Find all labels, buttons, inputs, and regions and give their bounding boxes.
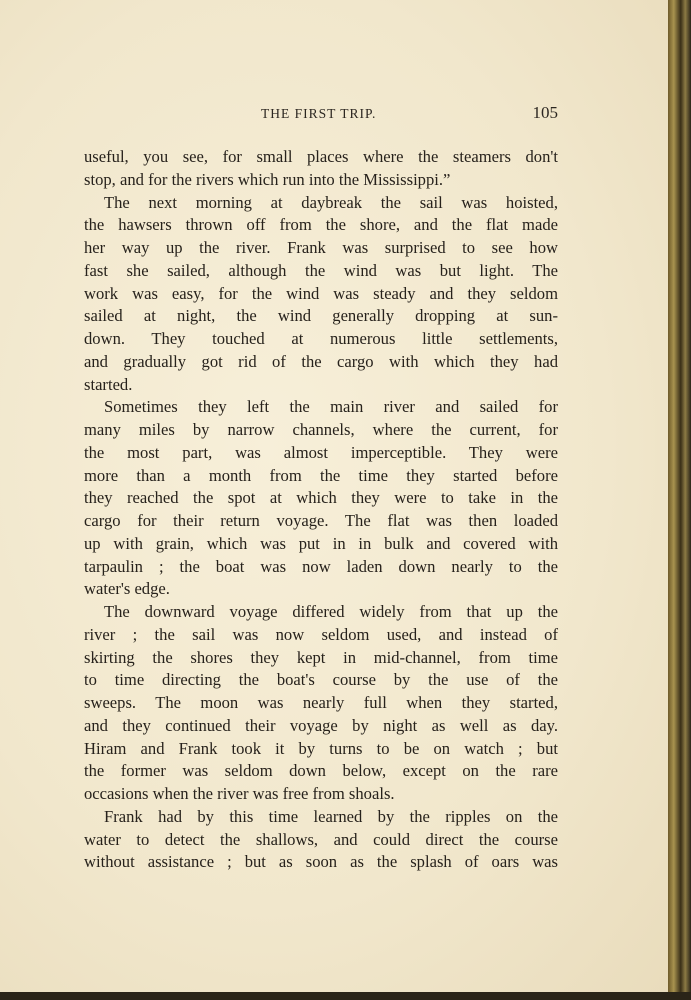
page-number: 105: [532, 103, 558, 122]
text-line: the former was seldom down below, except on the rare: [84, 761, 558, 781]
text-line: useful, you see, for small places where the steamers don't: [84, 147, 558, 166]
text-line: without assistance ; but as soon as the splash of oars was: [84, 852, 558, 872]
text-line: and they continued their voyage by night as well as day.: [84, 715, 558, 735]
page-bottom-shadow: [0, 992, 691, 1000]
text-line: skirting the shores they kept in mid-channel, from time: [84, 647, 558, 667]
text-line: river ; the sail was now seldom used, and instead of: [84, 624, 558, 644]
text-line: they reached the spot at which they were to take in the: [84, 488, 558, 508]
page-header: [84, 104, 558, 128]
body-text: [84, 146, 558, 874]
running-title: THE FIRST TRIP.: [261, 106, 377, 121]
text-line: the most part, was almost imperceptible. They were: [84, 442, 558, 462]
text-line: Frank had by this time learned by the ripples on the: [104, 806, 558, 826]
text-line: Hiram and Frank took it by turns to be on watch ; but: [84, 738, 558, 758]
text-line: cargo for their return voyage. The flat was then loaded: [84, 511, 558, 530]
text-line: The downward voyage differed widely from that up the: [104, 602, 558, 621]
text-line: more than a month from the time they started before: [84, 465, 558, 485]
text-line: work was easy, for the wind was steady and they seldom: [84, 283, 558, 303]
text-line: many miles by narrow channels, where the current, for: [84, 420, 558, 439]
text-line: tarpaulin ; the boat was now laden down nearly to the: [84, 556, 558, 576]
text-line: occasions when the river was free from shoals.: [84, 784, 395, 803]
text-line: up with grain, which was put in in bulk and covered with: [84, 533, 558, 553]
text-line: water to detect the shallows, and could direct the course: [84, 829, 558, 849]
text-line: stop, and for the rivers which run into the Mississippi.”: [84, 169, 451, 189]
text-line: The next morning at daybreak the sail was hoisted,: [104, 192, 558, 212]
text-line: sailed at night, the wind generally dropping at sun-: [84, 306, 558, 326]
text-line: Sometimes they left the main river and sailed for: [104, 397, 558, 417]
text-line: water's edge.: [84, 579, 170, 599]
text-line: started.: [84, 374, 133, 394]
text-line: down. They touched at numerous little settlements,: [84, 329, 558, 348]
text-line: sweeps. The moon was nearly full when they started,: [84, 693, 558, 712]
text-line: her way up the river. Frank was surprised to see how: [84, 238, 558, 257]
text-line: fast she sailed, although the wind was but light. The: [84, 260, 558, 280]
text-line: the hawsers thrown off from the shore, and the flat made: [84, 215, 558, 235]
text-line: and gradually got rid of the cargo with which they had: [84, 351, 558, 371]
text-line: to time directing the boat's course by the use of the: [84, 670, 558, 690]
page-edge-shadow: [668, 0, 691, 1000]
